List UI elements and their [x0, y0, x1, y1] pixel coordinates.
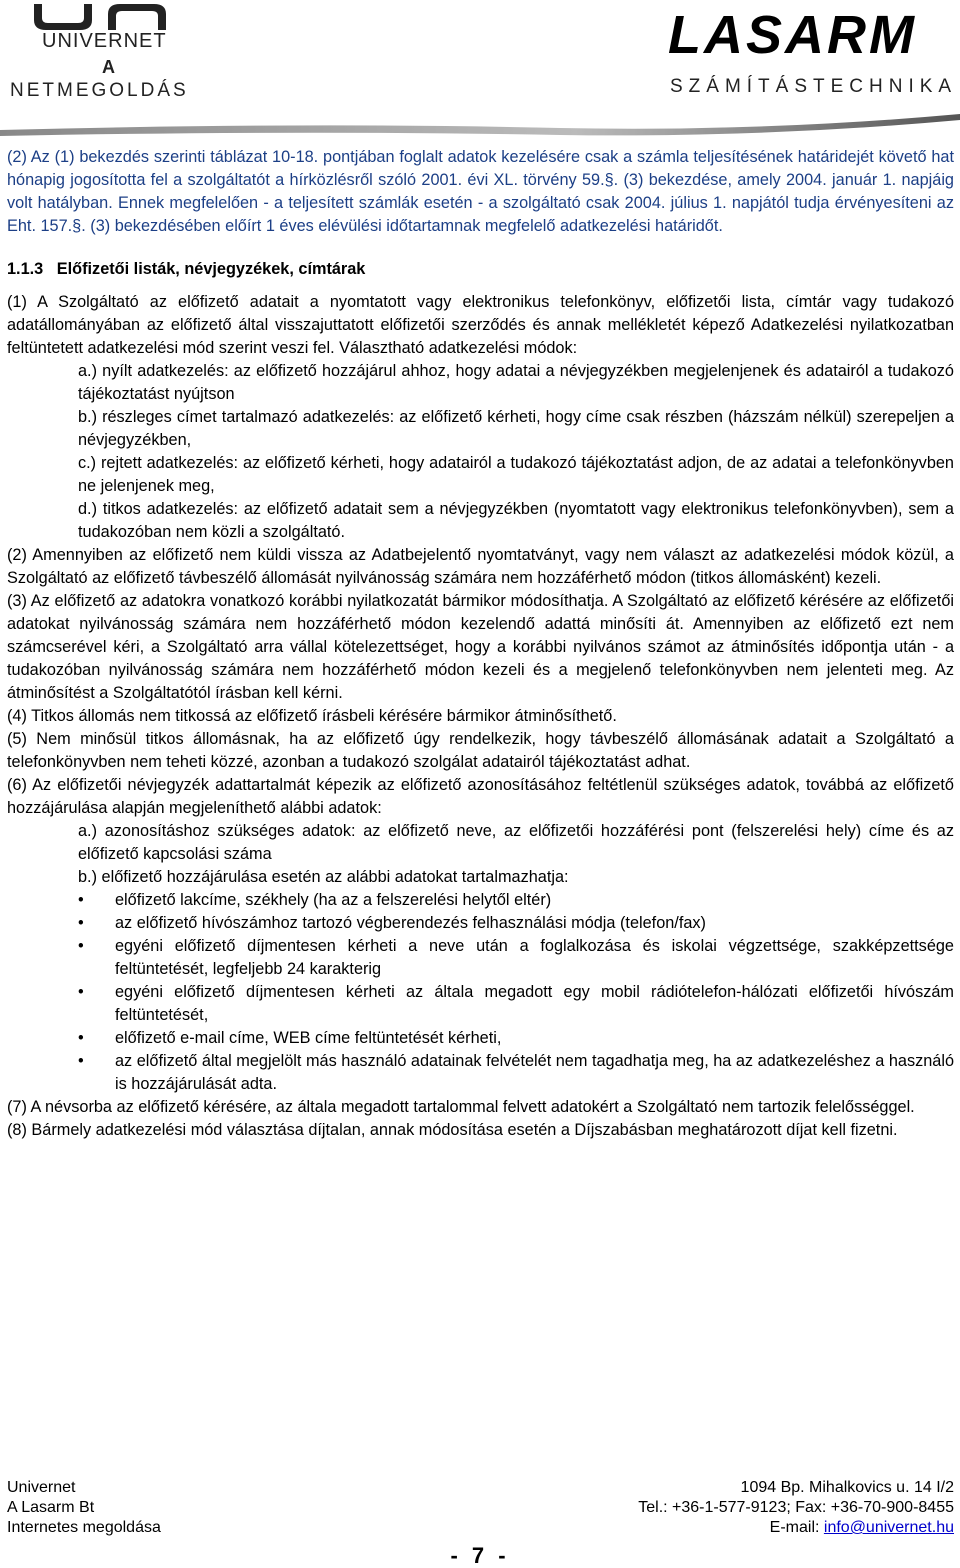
bullet-icon: • [78, 937, 84, 955]
page-footer [0, 1478, 960, 1567]
section-paragraph-2: (2) Amennyiben az előfizető nem küldi vissza az Adatbejelentő nyomtatványt, vagy nem választ az adatkezelési módok közül, a Szolgáltató az előfizető távbeszélő állomását nyilvánosság számára nem hozzáférhető módon (titkos állomásként) kezeli. [7, 546, 954, 587]
bullet-icon: • [78, 1052, 84, 1070]
section-paragraph-3: (3) Az előfizető az adatokra vonatkozó korábbi nyilatkozatát bármikor módosíthatja. A Szolgáltató az előfizető kérésére az előfizetői adatokat nyilvánosság számára nem hozzáférhető módon kezelendő adattá minősíti át. Amennyiben az előfizető ezt nem számcserével kéri, a Szolgáltató arra vállal kötelezettséget, hogy a korábbi nyilvános számot az átminősítés időpontja után - a tudakozóban nyilvánosság számára nem hozzáférhető módon kezeli és a megjelenő telefonkönyvben nem jelenteti meg. Az átminősítést a Szolgáltatótól írásban kell kérni. [7, 592, 954, 702]
bullet-item: • egyéni előfizető díjmentesen kérheti a neve után a foglalkozása és iskolai végzettsége, szakképzettsége feltüntetését, legfeljebb 24 karakterig [78, 937, 954, 978]
univernet-a-mark: A [102, 57, 115, 77]
szamitastechnika-wordmark: SZÁMÍTÁSTECHNIKA [670, 76, 958, 97]
section-paragraph-1: (1) A Szolgáltató az előfizető adatait a nyomtatott vagy elektronikus telefonkönyv, előfizetői lista, címtár vagy tudakozó adatállományában az előfizető által visszajuttatott előfizetői szerződés és annak mellékletét képező Adatkezelési nyilatkozatban feltüntetett adatkezelési mód szerint veszi fel. Választható adatkezelési módok: [7, 293, 954, 357]
section-paragraph-4: (4) Titkos állomás nem titkossá az előfizető írásbeli kérésére bármikor átminősíthető. [7, 707, 617, 725]
section-heading: 1.1.3 Előfizetői listák, névjegyzékek, címtárak [7, 260, 366, 278]
header-divider-swoosh [0, 108, 960, 138]
footer-email-link[interactable]: info@univernet.hu [823, 1519, 954, 1536]
option-b: b.) részleges címet tartalmazó adatkezelés: az előfizető kérheti, hogy címe csak részben (házszám nélkül) szerepeljen a névjegyzékben, [78, 408, 954, 449]
data-item-b: b.) előfizető hozzájárulása esetén az alábbi adatokat tartalmazhatja: [78, 868, 569, 886]
option-d: d.) titkos adatkezelés: az előfizető adatait sem a névjegyzékben (nyomtatott vagy elektronikus telefonkönyvben), sem a tudakozóban nem közli a szolgáltató. [78, 500, 954, 541]
footer-contact [638, 1478, 954, 1538]
bullet-item: • az előfizető hívószámhoz tartozó végberendezés felhasználási módja (telefon/fax) [7, 912, 954, 935]
bullet-icon: • [78, 1029, 84, 1047]
bullet-icon: • [78, 983, 84, 1001]
option-c: c.) rejtett adatkezelés: az előfizető kérheti, hogy adatairól a tudakozó tájékoztatást adjon, de az adatai a telefonkönyvben ne jelenjenek meg, [78, 454, 954, 495]
page-header [0, 0, 960, 140]
footer-company-name: Univernet [7, 1479, 76, 1496]
bullet-item: • előfizető lakcíme, székhely (ha az a felszerelési helytől eltér) [7, 889, 954, 912]
bullet-item: • előfizető e-mail címe, WEB címe feltüntetését kérheti, [7, 1027, 954, 1050]
bullet-item: • az előfizető által megjelölt más használó adatainak felvételét nem tagadhatja meg, ha az adatkezeléshez a használó is hozzájárulását adta. [78, 1052, 955, 1093]
footer-company [7, 1478, 161, 1538]
netmegoldas-wordmark: NETMEGOLDÁS [10, 80, 189, 101]
section-paragraph-7: (7) A névsorba az előfizető kérésére, az általa megadott tartalommal felvett adatokért a Szolgáltató nem tartozik felelősséggel. [7, 1098, 915, 1116]
footer-phone: Tel.: +36-1-577-9123; Fax: +36-70-900-8455 [638, 1499, 954, 1516]
footer-company-tagline: Internetes megoldása [7, 1519, 161, 1536]
univernet-wordmark: UNIVERNET [42, 30, 167, 52]
bullet-item: • egyéni előfizető díjmentesen kérheti az általa megadott egy mobil rádiótelefon-hálózati előfizetői hívószám feltüntetését, [78, 983, 954, 1024]
footer-email-line [638, 1518, 954, 1538]
data-item-a: a.) azonosításhoz szükséges adatok: az előfizető neve, az előfizetői hozzáférési pont (felszerelési hely) címe és az előfizető kapcsolási száma [78, 822, 954, 863]
footer-email-label: E-mail: [769, 1519, 824, 1536]
footer-address: 1094 Bp. Mihalkovics u. 14 I/2 [740, 1479, 954, 1496]
paragraph-2-part-a: (2) Az (1) bekezdés szerinti táblázat 10-18. pontjában foglalt adatok kezelésére csak a számla teljesítésének határidejét követő hat hónapig jogosította fel a szolgáltatót a hírközlésről szóló 2001. évi XL. törvény 59.§. (3) bekezdése, amely 2004. január 1. napjáig volt hatályban. [7, 148, 954, 212]
univernet-logo [10, 2, 200, 106]
section-paragraph-6: (6) Az előfizetői névjegyzék adattartalmát képezik az előfizető azonosításához feltétlenül szükséges adatok, továbbá az előfizető hozzájárulása alapján megjeleníthető alábbi adatok: [7, 776, 954, 817]
option-a: a.) nyílt adatkezelés: az előfizető hozzájárul ahhoz, hogy adatai a névjegyzékben megjelenjenek és adatairól a tudakozó tájékoztatást nyújtson [78, 362, 954, 403]
section-paragraph-8: (8) Bármely adatkezelési mód választása díjtalan, annak módosítása esetén a Díjszabásban meghatározott díjat kell fizetni. [7, 1121, 898, 1139]
page-number: - 7 - [450, 1543, 510, 1568]
lasarm-wordmark: LASARM [668, 5, 917, 65]
document-body [7, 146, 954, 1142]
lasarm-logo [668, 4, 958, 104]
section-paragraph-5: (5) Nem minősül titkos állomásnak, ha az előfizető úgy rendelkezik, hogy távbeszélő állomásának adatait a Szolgáltató a telefonkönyvben nem teheti közzé, azonban a tudakozó szolgálat adatairól tájékoztatást adhat. [7, 730, 954, 771]
bullet-icon: • [78, 914, 84, 932]
bullet-icon: • [78, 891, 84, 909]
paragraph-2-part-b: Ennek megfelelően - a teljesített számlák esetén - a szolgáltató csak 2004. július 1. napjától tudja érvényesíteni az Eht. 157.§. (3) bekezdésében előírt 1 éves elévülési időtartamnak megfelelő adatkezelési határidőt. [7, 194, 954, 235]
footer-company-owner: A Lasarm Bt [7, 1499, 95, 1516]
paragraph-2 [7, 146, 954, 238]
un-logo-icon [32, 2, 182, 32]
